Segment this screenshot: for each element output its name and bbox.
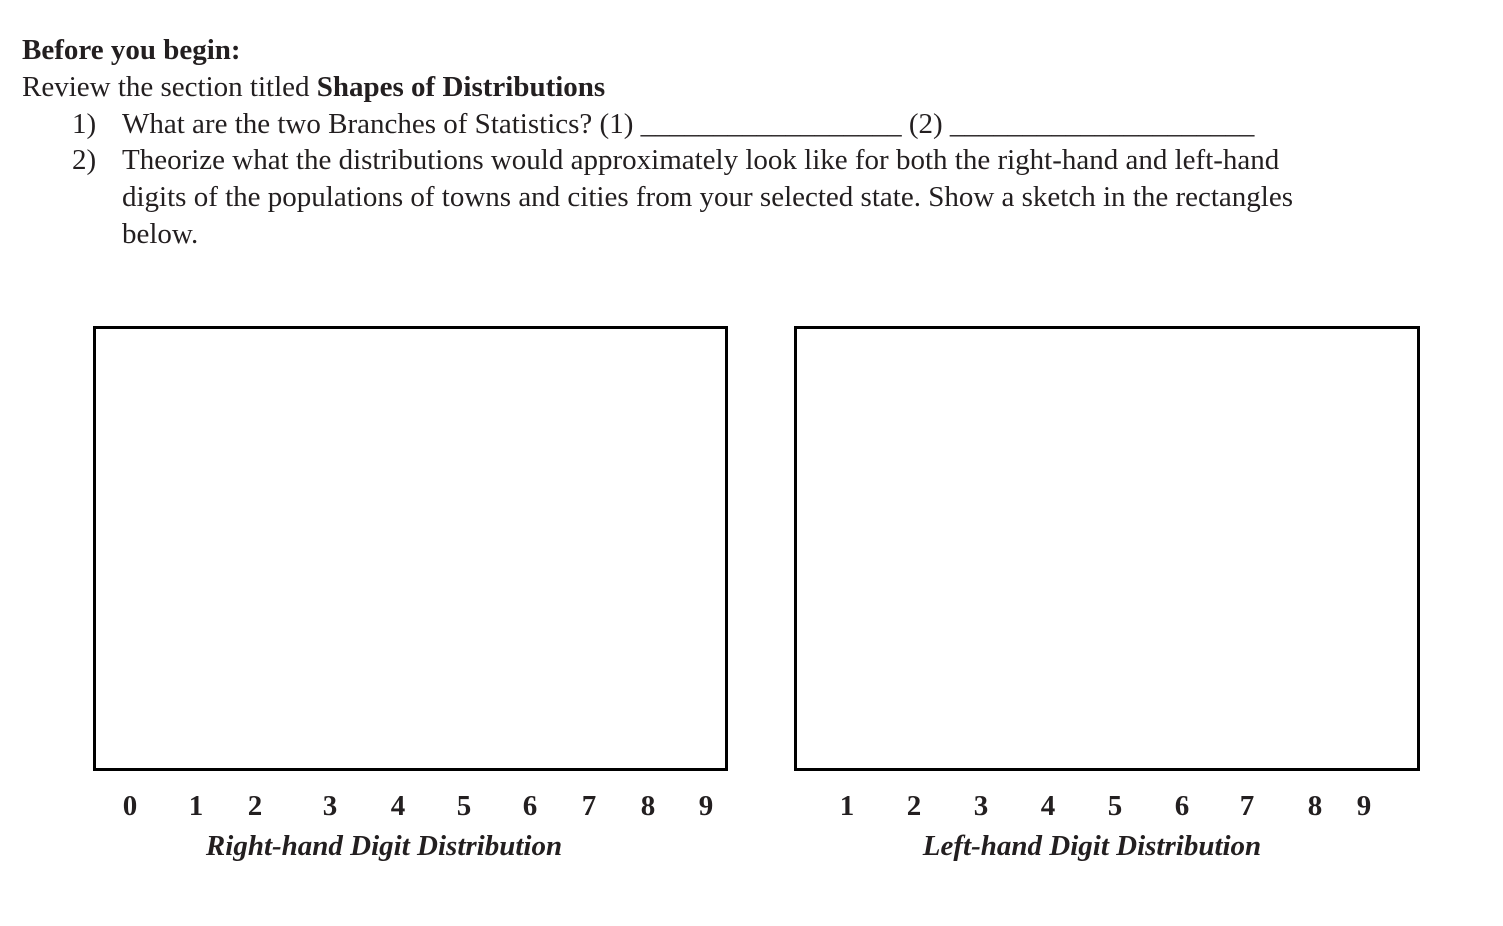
right-hand-tick-label: 1: [188, 790, 204, 822]
question-2-line: Theorize what the distributions would approximately look like for both the right-hand and left-hand: [122, 144, 1280, 176]
left-hand-tick-label: 9: [1356, 790, 1372, 822]
left-hand-tick-label: 2: [906, 790, 922, 822]
right-hand-caption: Right-hand Digit Distribution: [205, 830, 563, 862]
left-hand-tick-label: 4: [1040, 790, 1056, 822]
section-title: Shapes of Distributions: [316, 71, 606, 103]
right-hand-tick-label: 9: [698, 790, 714, 822]
question-number: 1): [72, 108, 97, 140]
question-2-line: digits of the populations of towns and cities from your selected state. Show a sketch in the rectangles: [122, 181, 1294, 213]
right-hand-tick-label: 8: [640, 790, 656, 822]
left-hand-tick-label: 3: [973, 790, 989, 822]
left-hand-tick-label: 7: [1239, 790, 1255, 822]
right-hand-tick-label: 2: [247, 790, 263, 822]
question-2-line: below.: [122, 218, 199, 250]
right-hand-tick-label: 6: [522, 790, 538, 822]
left-hand-sketch-box[interactable]: [794, 326, 1420, 771]
right-hand-tick-label: 4: [390, 790, 406, 822]
section-heading: Before you begin:: [22, 34, 241, 66]
right-hand-sketch-box[interactable]: [93, 326, 728, 771]
right-hand-tick-label: 7: [581, 790, 597, 822]
question-text: What are the two Branches of Statistics? (1) __________________ (2) _____________________: [122, 108, 1255, 140]
right-hand-tick-label: 3: [322, 790, 338, 822]
question-number: 2): [72, 144, 97, 176]
intro-line: [22, 69, 605, 105]
left-hand-tick-label: 8: [1307, 790, 1323, 822]
right-hand-tick-label: 5: [456, 790, 472, 822]
left-hand-caption: Left-hand Digit Distribution: [922, 830, 1262, 862]
left-hand-tick-label: 1: [839, 790, 855, 822]
left-hand-tick-label: 5: [1107, 790, 1123, 822]
right-hand-tick-label: 0: [122, 790, 138, 822]
left-hand-tick-label: 6: [1174, 790, 1190, 822]
intro-prefix: Review the section titled: [22, 71, 317, 103]
